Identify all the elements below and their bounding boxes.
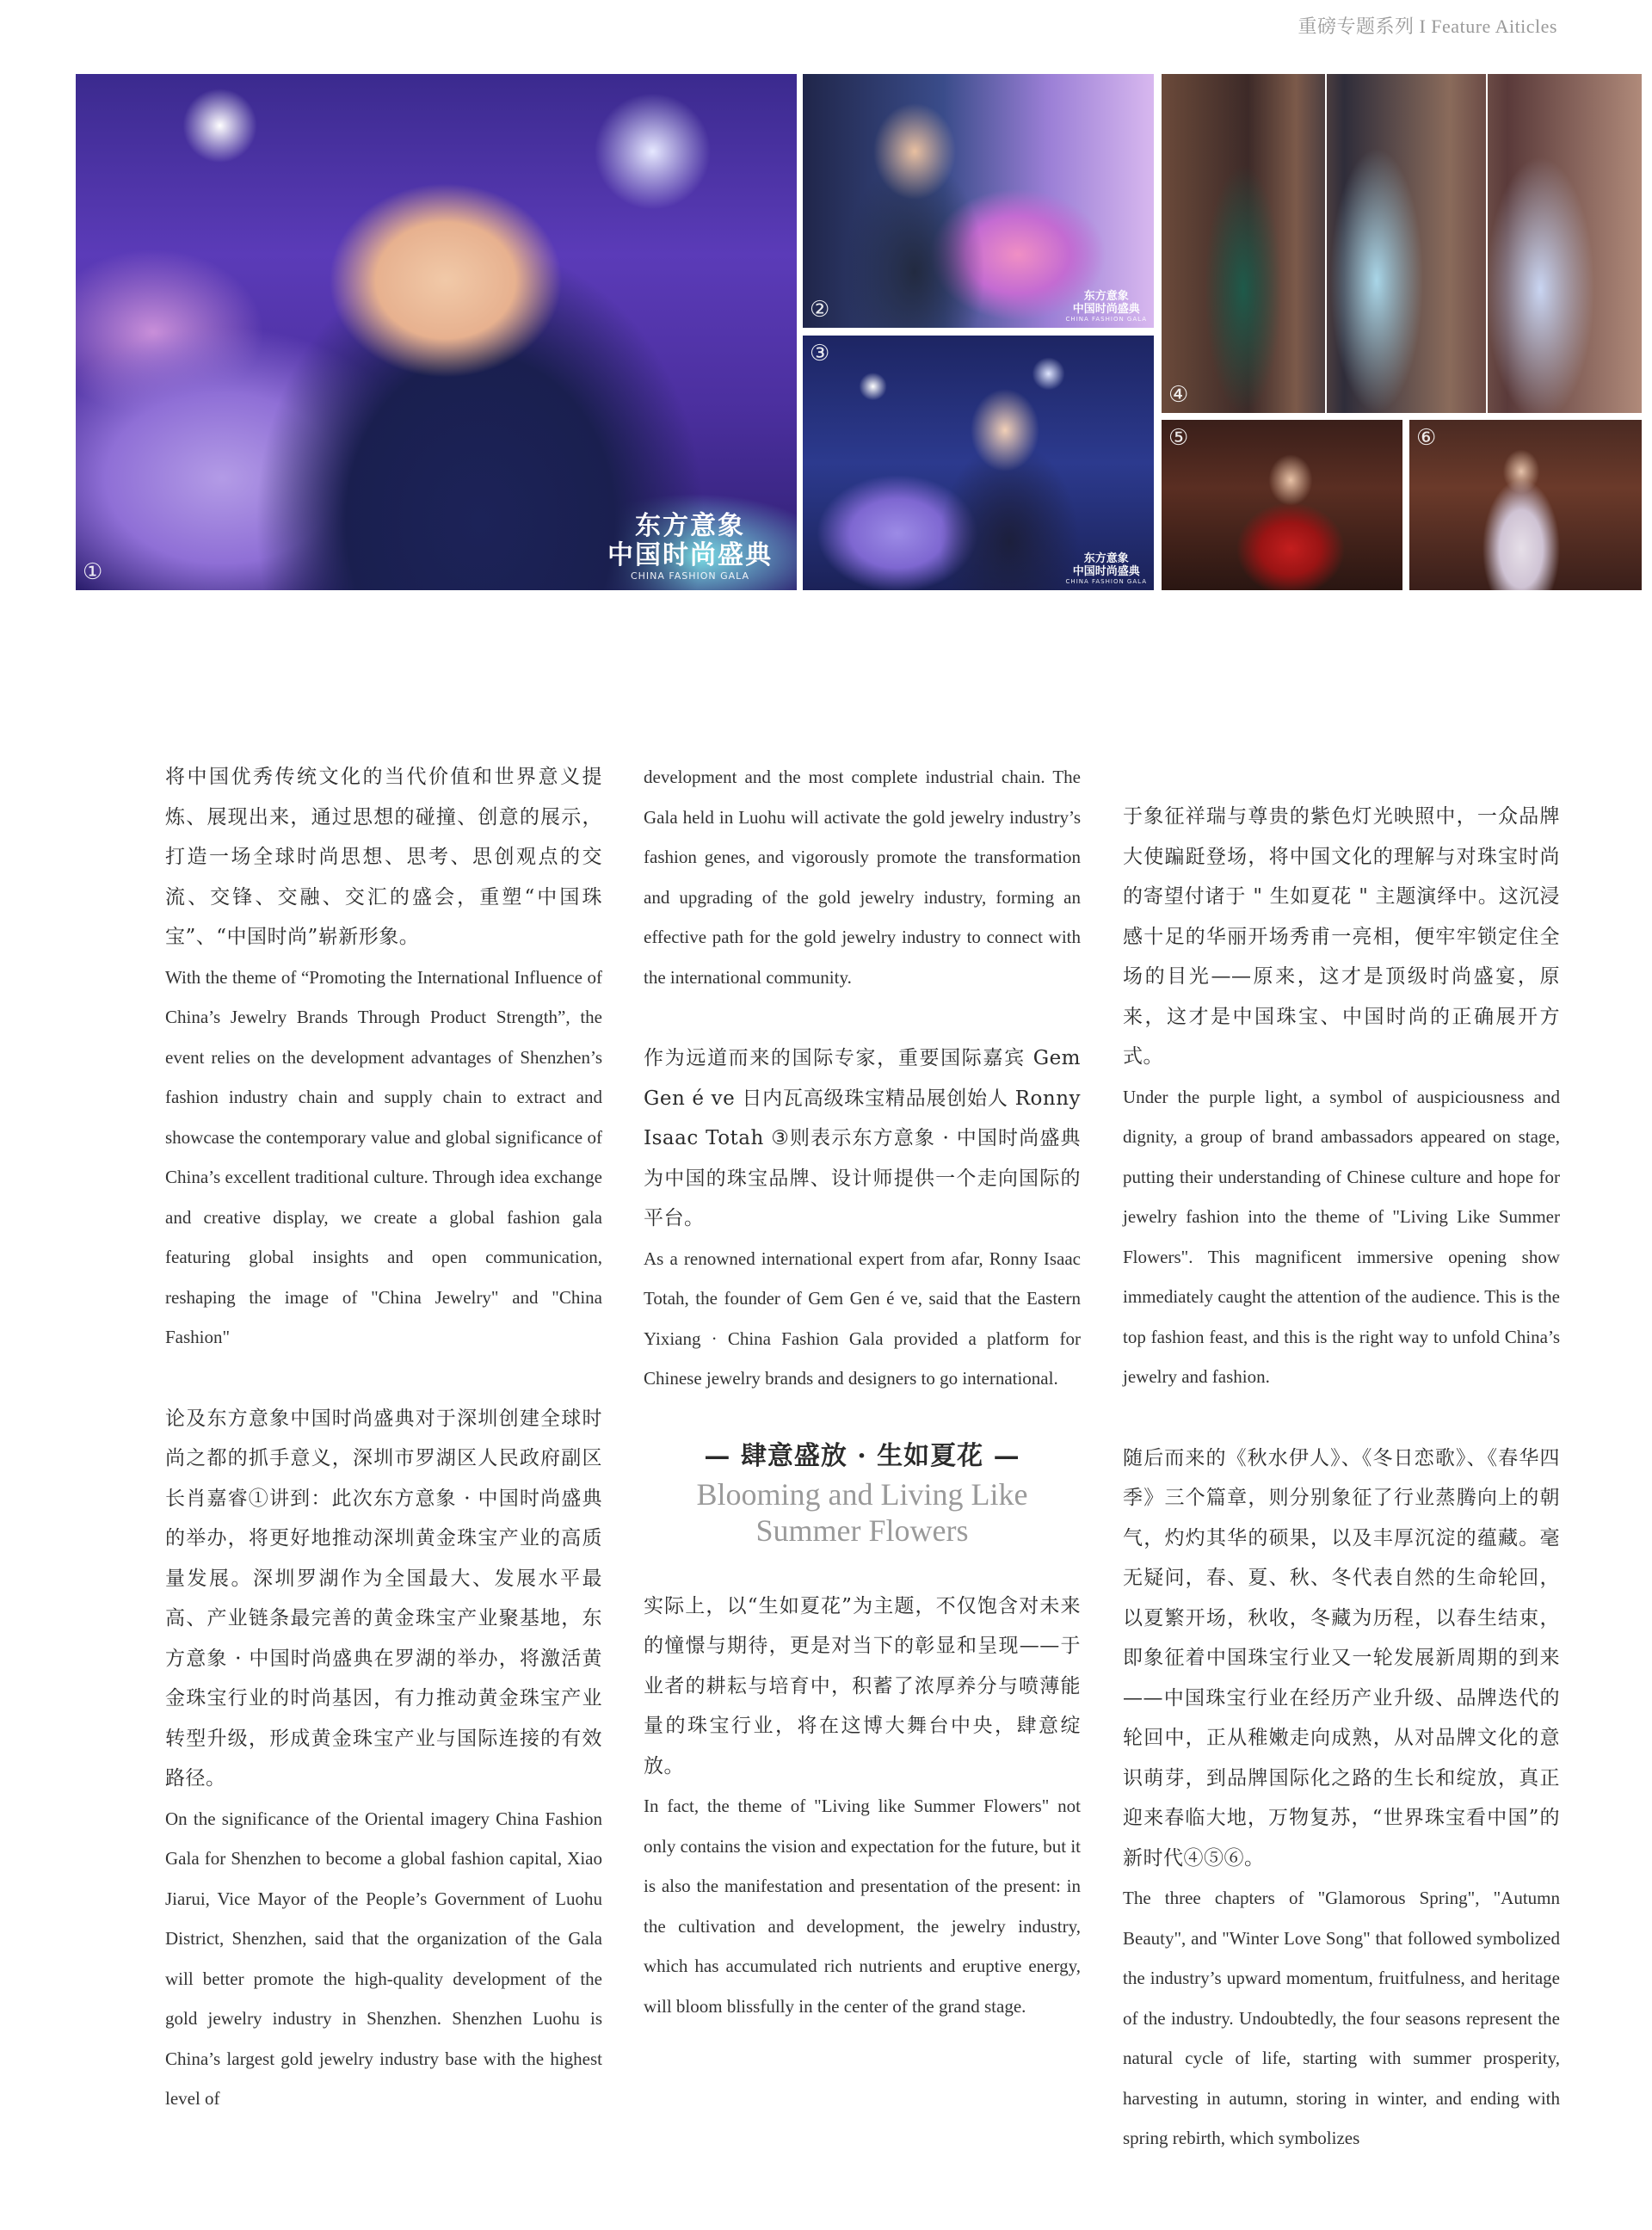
text-column-3	[1123, 797, 1560, 2159]
paragraph-cn: 作为远道而来的国际专家，重要国际嘉宾 Gem Gen é ve 日内瓦高级珠宝精品展创始人 Ronny Isaac Totah ③则表示东方意象 · 中国时尚盛典为中国的珠宝品牌、设计师提供一个走向国际的平台。	[644, 1047, 1081, 1229]
gala-logo: 东方意象 中国时尚盛典 CHINA FASHION GALA	[1065, 552, 1147, 585]
subheading-cn: — 肆意盛放 · 生如夏花 —	[704, 1440, 1020, 1471]
gala-logo: 东方意象 中国时尚盛典 CHINA FASHION GALA	[1065, 290, 1147, 323]
text-column-1	[165, 757, 602, 2119]
photo-speaker-2	[803, 74, 1154, 328]
paragraph-cn: 论及东方意象中国时尚盛典对于深圳创建全球时尚之都的抓手意义，深圳市罗湖区人民政府副区长肖嘉睿①讲到：此次东方意象 · 中国时尚盛典的举办，将更好地推动深圳黄金珠宝产业的高质量发展。深圳罗湖作为全国最大、发展水平最高、产业链条最完善的黄金珠宝产业聚基地，东方意象 · 中国时尚盛典在罗湖的举办，将激活黄金珠宝行业的时尚基因，有力推动黄金珠宝产业转型升级，形成黄金珠宝产业与国际连接的有效路径。	[165, 1407, 602, 1790]
subheading-en-line1: Blooming and Living Like	[696, 1476, 1028, 1512]
photo-runway-models	[1162, 74, 1642, 413]
photo-speaker-ronny-totah	[803, 336, 1154, 590]
photo-speaker-vice-mayor	[76, 74, 797, 590]
photo-model-red-dress	[1162, 420, 1402, 590]
paragraph-en: In fact, the theme of "Living like Summer Flowers" not only contains the vision and expectation for the future, but it is also the manifestation and presentation of the present: in the cultivation and development, the jewelry industry, which has accumulated rich nutrients and eruptive energy, will bloom blissfully in the center of the grand stage.	[644, 1796, 1081, 2017]
paragraph-en: With the theme of “Promoting the International Influence of China’s Jewelry Brands Through Product Strength”, the event relies on the development advantages of Shenzhen’s fashion industry chain and supply chain to extract and showcase the contemporary value and global significance of China’s excellent traditional culture. Through idea exchange and creative display, we create a global fashion gala featuring global insights and open communication, reshaping the image of "China Jewelry" and "China Fashion"	[165, 966, 602, 1347]
photo-number: ④	[1168, 382, 1189, 408]
section-subheading	[644, 1437, 1081, 1549]
photo-number: ②	[810, 297, 830, 323]
gala-logo: 东方意象 中国时尚盛典 CHINA FASHION GALA	[607, 511, 773, 582]
photo-divider	[1486, 74, 1488, 413]
paragraph-en: Under the purple light, a symbol of auspiciousness and dignity, a group of brand ambassadors appeared on stage, putting their understanding of Chinese culture and hope for jewelry fashion into the theme of "Living Like Summer Flowers". This magnificent immersive opening show immediately caught the attention of the audience. This is the top fashion feast, and this is the right way to unfold China’s jewelry and fashion.	[1123, 1086, 1560, 1387]
running-header: 重磅专题系列 I Feature Aiticles	[1298, 15, 1557, 37]
paragraph-cn: 于象征祥瑞与尊贵的紫色灯光映照中，一众品牌大使蹁跹登场，将中国文化的理解与对珠宝时尚的寄望付诸于 " 生如夏花 " 主题演绎中。这沉浸感十足的华丽开场秀甫一亮相，便牢牢锁定住全场的目光——原来，这才是顶级时尚盛宴，原来，这才是中国珠宝、中国时尚的正确展开方式。	[1123, 805, 1560, 1068]
paragraph-en: development and the most complete industrial chain. The Gala held in Luohu will activate the gold jewelry industry’s fashion genes, and vigorously promote the transformation and upgrading of the gold jewelry industry, forming an effective path for the gold jewelry industry to connect with the international community.	[644, 767, 1081, 988]
photo-number: ⑥	[1416, 425, 1437, 451]
paragraph-en: On the significance of the Oriental imagery China Fashion Gala for Shenzhen to become a global fashion capital, Xiao Jiarui, Vice Mayor of the People’s Government of Luohu District, Shenzhen, said that the organization of the Gala will better promote the high-quality development of the gold jewelry industry in Shenzhen. Shenzhen Luohu is China’s largest gold jewelry industry base with the highest level of	[165, 1808, 602, 2109]
text-column-2	[644, 757, 1081, 2026]
photo-divider	[1325, 74, 1327, 413]
paragraph-en: As a renowned international expert from afar, Ronny Isaac Totah, the founder of Gem Gen é ve, said that the Eastern Yixiang · China Fashion Gala provided a platform for Chinese jewelry brands and designers to go international.	[644, 1247, 1081, 1389]
photo-number: ①	[83, 559, 103, 585]
paragraph-en: The three chapters of "Glamorous Spring", "Autumn Beauty", and "Winter Love Song" that followed symbolized the industry’s upward momentum, fruitfulness, and heritage of the industry. Undoubtedly, the four seasons represent the natural cycle of life, starting with summer prosperity, harvesting in autumn, storing in winter, and ending with spring rebirth, which symbolizes	[1123, 1888, 1560, 2148]
paragraph-cn: 实际上，以“生如夏花”为主题，不仅饱含对未来的憧憬与期待，更是对当下的彰显和呈现——于业者的耕耘与培育中，积蓄了浓厚养分与喷薄能量的珠宝行业，将在这博大舞台中央，肆意绽放。	[644, 1594, 1081, 1777]
photo-number: ③	[810, 341, 830, 367]
paragraph-cn: 随后而来的《秋水伊人》、《冬日恋歌》、《春华四季》三个篇章，则分别象征了行业蒸腾向上的朝气，灼灼其华的硕果，以及丰厚沉淀的蕴藏。毫无疑问，春、夏、秋、冬代表自然的生命轮回，以夏繁开场，秋收，冬藏为历程，以春生结束，即象征着中国珠宝行业又一轮发展新周期的到来——中国珠宝行业在经历产业升级、品牌迭代的轮回中，正从稚嫩走向成熟，从对品牌文化的意识萌芽，到品牌国际化之路的生长和绽放，真正迎来春临大地，万物复苏，“世界珠宝看中国”的新时代④⑤⑥。	[1123, 1446, 1560, 1870]
photo-number: ⑤	[1168, 425, 1189, 451]
photo-model-white-dress	[1409, 420, 1642, 590]
subheading-en-line2: Summer Flowers	[755, 1512, 969, 1548]
paragraph-cn: 将中国优秀传统文化的当代价值和世界意义提炼、展现出来，通过思想的碰撞、创意的展示，打造一场全球时尚思想、思考、思创观点的交流、交锋、交融、交汇的盛会，重塑“中国珠宝”、“中国时尚”崭新形象。	[165, 766, 602, 948]
